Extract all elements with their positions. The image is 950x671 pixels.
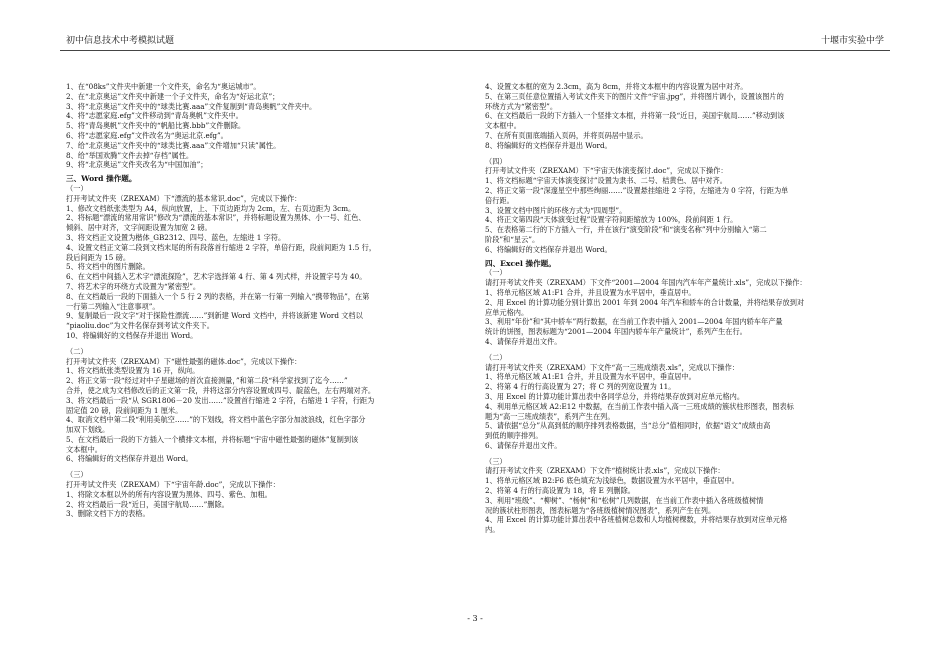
text-line: 2、将正文第一段“深邃星空中那些绚丽……”设置悬挂缩进 2 字符，左缩进为 0 字符，行距为单 <box>485 185 789 195</box>
text-line: 5、在文档最后一段的下方插入一个横排文本框，并将标题“宇宙中磁性最强的磁体”复制到该 <box>66 434 359 444</box>
text-line: 1、将文档纸张类型设置为 16 开，纵向。 <box>66 366 200 376</box>
text-line: 8、在文档最后一段的下面插入一个 5 行 2 列的表格，并在第一行第一列输入“携带物品”，在第 <box>66 291 370 301</box>
text-line: 4、将正文第四段“天体演变过程”设置字符间距缩放为 100%，段前间距 1 行。 <box>485 215 738 225</box>
text-line: 1、将文档标题“宇宙天体演变探讨”设置为隶书、二号、桔黄色、居中对齐。 <box>485 176 727 186</box>
text-line: 2、用 Excel 的计算功能分别计算出 2001 年到 2004 年汽车和轿车的合计数量，并将结果存放到对 <box>485 297 805 307</box>
text-line: 2、将第 4 行的行高设置为 27；将 C 列的列宽设置为 11。 <box>485 382 676 392</box>
text-line: 固定值 20 磅，段前间距为 1 厘米。 <box>66 405 183 415</box>
text-line: 5、将“青岛奥帆”文件夹中的“帆船比赛.bbb”文件删除。 <box>66 121 246 131</box>
text-line: 3、将文档最后一段“从 SGR1806－20 发出……”设置首行缩进 2 字符，右缩进 1 字符，行距为 <box>66 395 375 405</box>
subsection-heading: （二） <box>485 352 507 362</box>
text-line: 1、将除文本框以外的所有内容设置为黑体、四号、紫色、加粗。 <box>66 489 272 499</box>
text-line: 4、将“志愿家庭.efg”文件移动到“青岛奥帆”文件夹中。 <box>66 111 243 121</box>
subsection-heading: （三） <box>66 470 88 480</box>
left-column <box>66 82 476 519</box>
text-line: 应单元格内。 <box>485 307 529 317</box>
text-line: 请打开考试文件夹（ZREXAM）下文件“2001—2004 年国内汽车年产量统计.xls”，完成以下操作： <box>485 278 807 288</box>
text-line: 7、将艺术字的环绕方式设置为“紧密型”。 <box>66 281 201 291</box>
text-line: 1、将单元格区域 A1:E1 合并，并且设置为水平居中，垂直居中。 <box>485 372 696 382</box>
text-line: 打开考试文件夹（ZREXAM）下“磁性最强的磁体.doc”，完成以下操作： <box>66 356 302 366</box>
text-line: 3、利用“班级”、“柳树”、“杨树”和“松树”几列数据，在当前工作表中插入各班级植树情 <box>485 495 764 505</box>
text-line: 5、将文档中的图片删除。 <box>66 262 150 272</box>
text-line: 段后间距为 15 磅。 <box>66 252 131 262</box>
text-line: 2、将正文第一段“经过对中子星磁场的首次直接测量，”和第二段“科学家找到了迄今……” <box>66 376 348 386</box>
text-line: 打开考试文件夹（ZREXAM）下“宇宙年龄.doc”，完成以下操作： <box>66 480 280 490</box>
subsection-heading: （二） <box>66 346 88 356</box>
text-line: 6、将编辑好的文档保存并退出 Word。 <box>485 244 612 254</box>
subsection-heading: （三） <box>485 456 507 466</box>
text-line: 2、将第 4 行的行高设置为 18，将 E 列删除。 <box>485 486 635 496</box>
text-line: 统计的饼图，图表标题为“2001—2004 年国内轿车年产量统计”，系列产生在行。 <box>485 327 747 337</box>
text-line: 4、设置文档正文第二段到文档末尾的所有段落首行缩进 2 字符，单倍行距，段前间距为 1.5 行， <box>66 242 377 252</box>
text-line: 倾斜、居中对齐，文字间距设置为加宽 2 磅。 <box>66 223 212 233</box>
text-line: 10、将编辑好的文档保存并退出 Word。 <box>66 330 198 340</box>
text-line: 3、将文档正文设置为楷体_GB2312、四号、蓝色，左缩进 1 字符。 <box>66 232 286 242</box>
text-line: 7、给“北京奥运”文件夹中的“球类比赛.aaa”文件增加“只读”属性。 <box>66 140 281 150</box>
text-line: 6、在文档中间插入艺术字“漂流探险”，艺术字选择第 4 行、第 4 列式样，并设置字号为 40。 <box>66 272 367 282</box>
text-line: 环绕方式为“紧密型”。 <box>485 101 558 111</box>
text-line: 1、修改文档纸张类型为 A4，纵向放置，上、下页边距均为 2cm，左、右页边距为 3cm。 <box>66 203 356 213</box>
text-line: 到低的顺序排列。 <box>485 431 543 441</box>
text-line: 5、在表格第二行的下方插入一行，并在该行“演变阶段”和“演变名称”列中分别输入“第二 <box>485 225 767 235</box>
text-line: 4、设置文本框的宽为 2.3cm，高为 8cm，并将文本框中的内容设置为居中对齐。 <box>485 82 748 91</box>
text-line: 请打开考试文件夹（ZREXAM）下文件“植树统计表.xls”，完成以下操作： <box>485 466 725 476</box>
text-line: 7、在所有页面底端插入页码，并将页码居中显示。 <box>485 130 648 140</box>
text-line: 题为“高一三班成绩表”，系列产生在列。 <box>485 411 615 421</box>
text-line: 2、将标题“漂流的常用常识”修改为“漂流的基本常识”，并将标题设置为黑体、小一号、红色、 <box>66 213 366 223</box>
text-line: 4、请保存并退出文件。 <box>485 336 562 346</box>
text-line: 阶段”和“星云”。 <box>485 234 540 244</box>
section-heading: 四、Excel 操作题。 <box>485 258 556 268</box>
text-line: 3、将“北京奥运”文件夹中的“球类比赛.aaa”文件复制到“青岛奥帆”文件夹中。 <box>66 101 317 111</box>
text-line: 2、将文档最后一段“近日，美国宇航局……”删除。 <box>66 499 229 509</box>
page-number: - 3 - <box>467 614 483 623</box>
text-line: 8、给“举国欢腾”文件去掉“存档”属性。 <box>66 150 194 160</box>
section-heading: 三、Word 操作题。 <box>66 174 137 184</box>
text-line: 合并，使之成为文档修改后的正文第一段，并将这部分内容设置成四号、靛蓝色，左右两端对齐。 <box>66 385 376 395</box>
text-line: 5、请依据“总分”从高到低的顺序排列表格数据，当“总分”值相同时，依据“语文”成绩由高 <box>485 421 771 431</box>
text-line: 一行第二列输入“注意事项”。 <box>66 301 160 311</box>
text-line: 请打开考试文件夹（ZREXAM）下文件“高一三班成绩表.xls”，完成以下操作： <box>485 362 739 372</box>
header-left-title: 初中信息技术中考模拟试题 <box>66 36 175 46</box>
text-line: 3、删除文档下方的表格。 <box>66 509 150 519</box>
text-line: 4、利用单元格区域 A2:E12 中数据，在当前工作表中插入高一三班成绩的簇状柱形图表，图表标 <box>485 401 794 411</box>
text-line: 文本框中。 <box>485 121 521 131</box>
text-line: 4、用 Excel 的计算功能计算出表中各班植树总数和人均植树棵数，并将结果存放到对应单元格 <box>485 515 788 525</box>
text-line: 文本框中。 <box>66 444 102 454</box>
page-header <box>60 34 890 51</box>
text-line: 内。 <box>485 525 500 535</box>
right-column <box>485 82 893 535</box>
text-line: 9、复制最后一段文字“对于探险性漂流……”到新建 Word 文档中，并将该新建 Word 文档以 <box>66 311 363 321</box>
text-line: 5、在第三页任意位置插入考试文件夹下的图片文件“宇宙.jpg”，并将图片调小，设置该图片的 <box>485 91 784 101</box>
text-line: 打开考试文件夹（ZREXAM）下“宇宙天体演变探讨.doc”，完成以下操作： <box>485 166 728 176</box>
text-line: “piaoliu.doc”为文件名保存到考试文件夹下。 <box>66 321 214 331</box>
text-line: 3、设置文档中图片的环绕方式为“四周型”。 <box>485 205 627 215</box>
text-line: 况的簇状柱形图表，图表标题为“各班级植树情况图表”，系列产生在列。 <box>485 505 716 515</box>
text-line: 6、将编辑好的文档保存并退出 Word。 <box>66 454 193 464</box>
text-line: 1、在“08ks”文件夹中新建一个文件夹，命名为“奥运城市”。 <box>66 82 261 91</box>
text-line: （一） <box>66 183 88 193</box>
header-right-school: 十堰市实验中学 <box>820 36 884 46</box>
text-line: （一） <box>485 268 507 278</box>
text-line: 9、将“北京奥运”文件夹改名为“中国加油”； <box>66 160 208 170</box>
text-line: 倍行距。 <box>485 195 514 205</box>
text-line: 加双下划线。 <box>66 425 110 435</box>
text-line: 6、在文档最后一段的下方插入一个竖排文本框，并将第一段“近日，美国宇航局……”移动到该 <box>485 111 785 121</box>
text-line: 6、将“志愿家庭.efg”文件改名为“奥运北京.efg”。 <box>66 130 228 140</box>
text-line: 2、在“北京奥运”文件夹中新建一个子文件夹，命名为“好运北京”； <box>66 91 280 101</box>
text-line: 8、将编辑好的文档保存并退出 Word。 <box>485 140 612 150</box>
subsection-heading: （四） <box>485 156 507 166</box>
text-line: 1、将单元格区域 B2:F6 底色填充为浅绿色，数据设置为水平居中，垂直居中。 <box>485 476 739 486</box>
text-line: 打开考试文件夹（ZREXAM）下“漂流的基本常识.doc”，完成以下操作： <box>66 193 302 203</box>
text-line: 6、请保存并退出文件。 <box>485 440 562 450</box>
text-line: 3、利用“年份”和“其中轿车”两行数据，在当前工作表中插入 2001—2004 年国内轿车年产量 <box>485 317 783 327</box>
text-line: 4、取消文档中第二段“利用美航空……”的下划线，将文档中蓝色字部分加波浪线，红色字部分 <box>66 415 366 425</box>
text-line: 3、用 Excel 的计算功能计算出表中各同学总分，并将结果存放到对应单元格内。 <box>485 391 745 401</box>
text-line: 1、将单元格区域 A1:F1 合并，并且设置为水平居中，垂直居中。 <box>485 287 696 297</box>
